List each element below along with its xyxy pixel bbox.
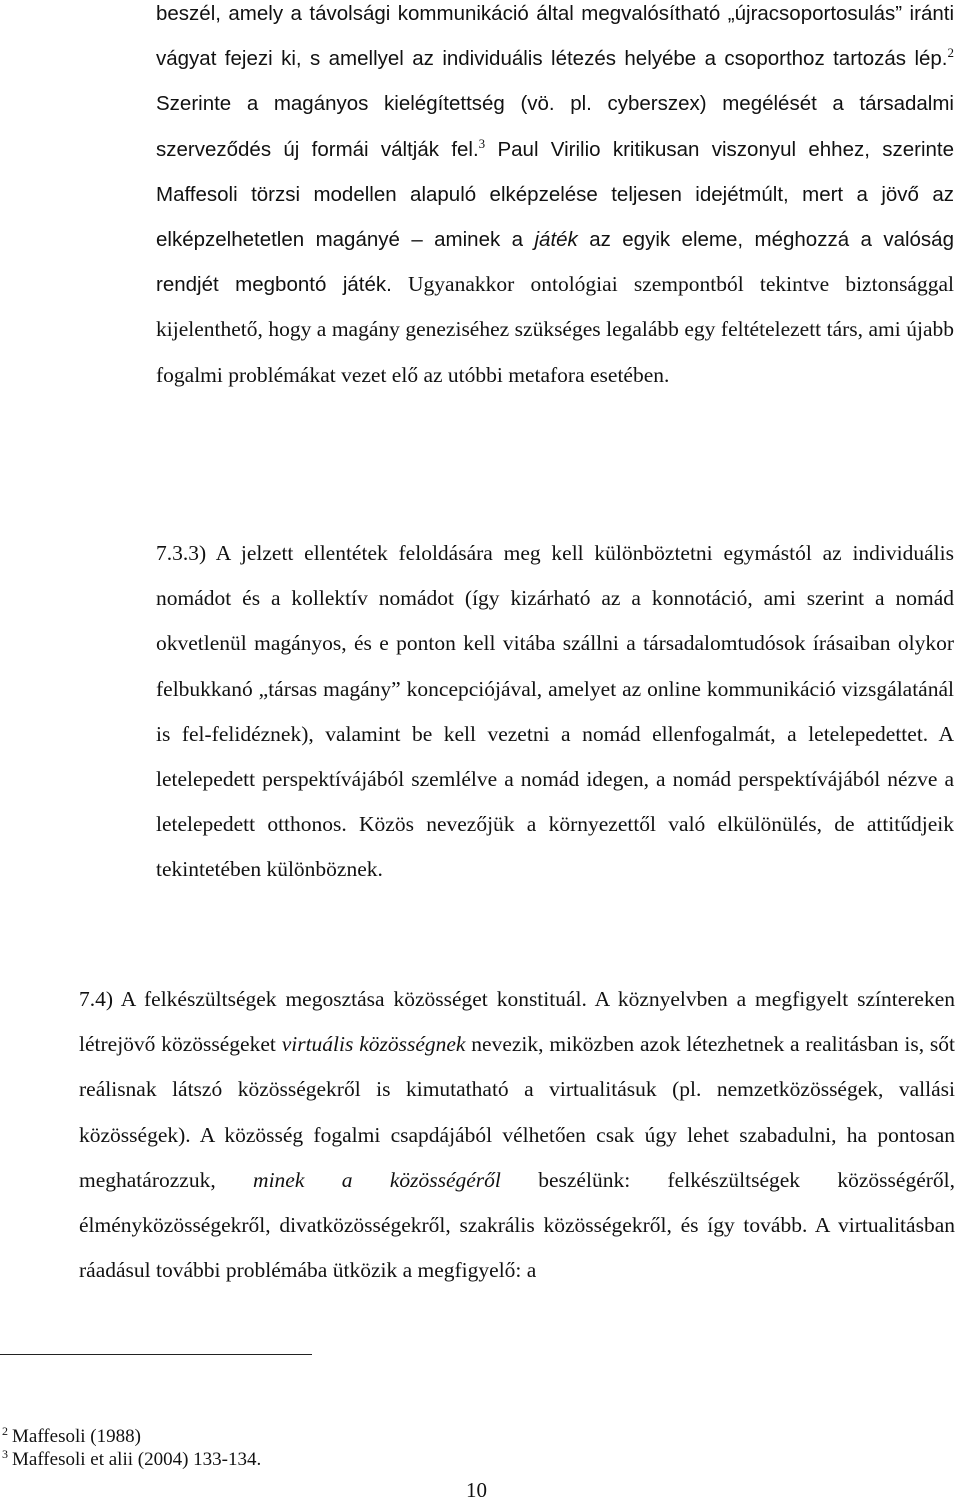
- footnote-2: [2, 1425, 602, 1448]
- paragraph-7-4-part-1: 7.4) A felkészültségek megosztása közösséget konstituál. A köznyelvben a megfigyelt színtereken létrejövő közösségeket: [79, 987, 955, 1057]
- footnotes: [2, 1425, 602, 1471]
- paragraph-7-3-3: 7.3.3) A jelzett ellentétek feloldására meg kell különböztetni egymástól az individuális nomádot és a kollektív nomádot (így kizárható az a konnotáció, ami szerint a nomád okvetlenül magányos, és e ponton kell vitába szállni a társadalomtudósok írásaiban olykor felbukkanó „társas magány” koncepciójával, amelyet az online kommunikáció vizsgálatánál is fel-felidéznek), valamint be kell vezetni a nomád ellenfogalmát, a letelepedettet. A letelepedett perspektívájából szemlélve a nomád idegen, a nomád perspektívájából nézve a letelepedett otthonos. Közös nevezőjük a környezettől való elkülönülés, de attitűdjeik tekintetében különböznek.: [156, 541, 954, 882]
- paragraph-virilio-sentence-2: Szerinte a magányos kielégítettség (vö. pl. cyberszex) megélését a társadalmi szerveződés új formái váltják fel.: [156, 92, 954, 161]
- footnote-separator: [0, 1354, 312, 1355]
- footnote-text: Maffesoli et alii (2004) 133-134.: [12, 1449, 262, 1470]
- paragraph-virilio-sentence-5: Ugyanakkor ontológiai szempontból tekintve biztonsággal kijelenthető, hogy a magány geneziséhez szükséges legalább egy feltételezett társ, ami újabb fogalmi problémákat vezet elő az utóbbi metafora esetében.: [156, 272, 954, 387]
- paragraph-virilio-sentence-1: beszél, amely a távolsági kommunikáció által megvalósítható „újracsoportosulás” iránti vágyat fejezi ki, s amellyel az individuális létezés helyébe a csoporthoz tartozás lép.: [156, 2, 954, 71]
- italic-virtualis-kozossegnek: virtuális közösségnek: [281, 1032, 466, 1057]
- italic-minek-a-kozossegerol: minek a közösségéről: [253, 1167, 501, 1192]
- paragraph-virilio: [156, 0, 954, 398]
- paragraph-7-4-part-2: nevezik, miközben azok létezhetnek a realitásban is, sőt reálisnak látszó közösségekről is kimutatható a virtualitásuk (pl. nemzetközösségek, vallási közösségek). A közösség fogalmi csapdájából vélhetően csak úgy lehet szabadulni, ha pontosan meghatározzuk,: [79, 1032, 955, 1192]
- footnote-reference-2: 2: [947, 45, 954, 61]
- footnote-3: [2, 1448, 602, 1471]
- page-number: 10: [466, 1478, 487, 1502]
- footnote-number: 2: [2, 1423, 8, 1438]
- paragraph-virilio-sentence-3: Paul Virilio kritikusan viszonyul ehhez, szerinte Maffesoli törzsi modellen alapuló elképzelése teljesen idejétmúlt, mert a jövő az elképzelhetetlen magányé – aminek a: [156, 137, 954, 252]
- footnote-number: 3: [2, 1446, 8, 1461]
- paragraph-7-4: [79, 977, 955, 1293]
- italic-jatek: játék: [534, 228, 578, 252]
- footnote-reference-3: 3: [478, 135, 486, 151]
- footnote-text: Maffesoli (1988): [12, 1426, 141, 1447]
- paragraph-virilio-sentence-4: az egyik eleme, méghozzá a valóság rendjét megbontó játék.: [156, 228, 954, 297]
- paragraph-7-4-part-3: beszélünk: felkészültségek közösségéről, élményközösségekről, divatközösségekről, szakrális közösségekről, és így tovább. A virtualitásban ráadásul további problémába ütközik a megfigyelő: a: [79, 1167, 956, 1283]
